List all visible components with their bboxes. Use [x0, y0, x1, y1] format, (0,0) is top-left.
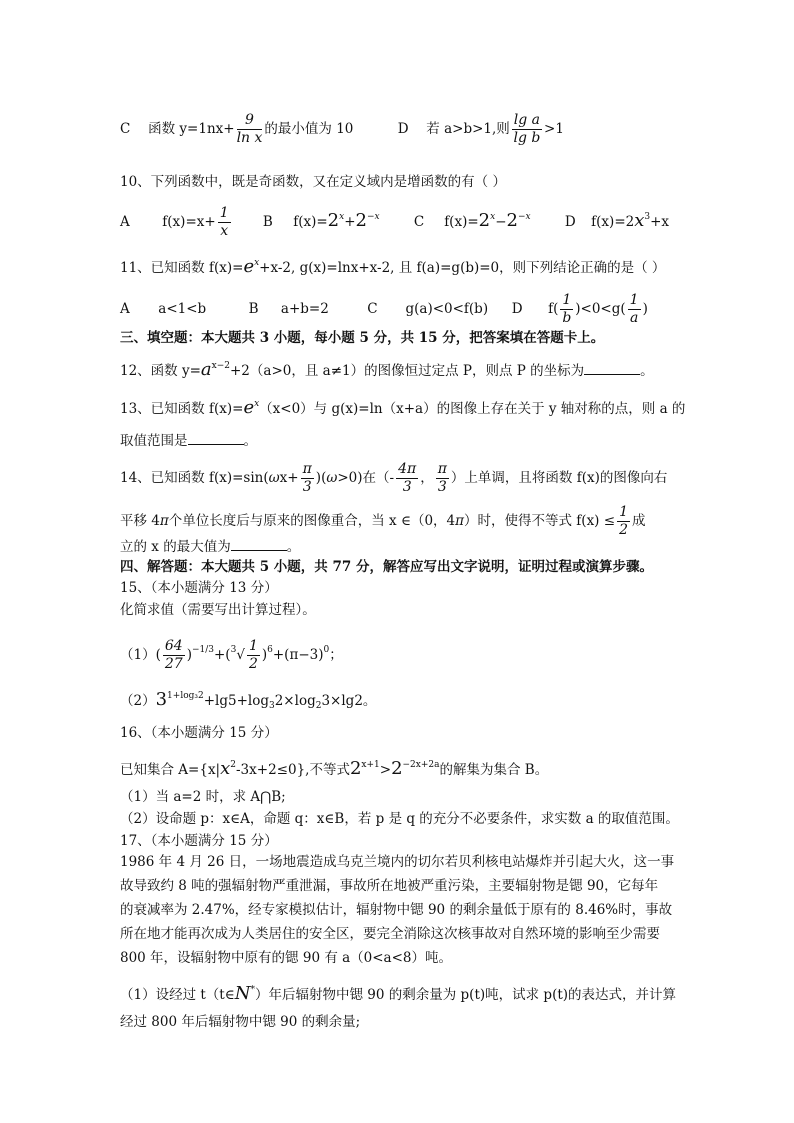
q16-heading: 16、（本小题满分 15 分）: [120, 725, 278, 741]
q17-paragraph-line: 所在地才能再次成为人类居住的安全区，要完全消除这次核事故对自然环境的影响至少需要: [120, 926, 660, 942]
q11-option-a: a<1<b: [158, 301, 207, 317]
q10-options: A f(x)=x+ $\frac{1}{x}$ B $f(x)=2^x+2^{-x}$ C $f(x)=2^x-2^{-x}$ D $f(x)=2x^3+x$: [120, 205, 670, 239]
q17-paragraph-line: 故导致约 8 吨的强辐射物严重泄漏，事故所在地被严重污染，主要辐射物是锶 90，它每年: [120, 878, 659, 894]
q17-paragraph-line: 1986 年 4 月 26 日，一场地震造成乌克兰境内的切尔若贝利核电站爆炸并引起大火，这一事: [120, 854, 675, 870]
q17-part1-line2: 经过 800 年后辐射物中锶 90 的剩余量;: [120, 1014, 361, 1030]
q17-part1-line1: （1）设经过 t（t∈N*）年后辐射物中锶 90 的剩余量为 p(t)吨，试求 p(t)的表达式，并计算: [120, 983, 677, 1004]
section-heading: 三、填空题：本大题共 3 小题，每小题 5 分，共 15 分，把答案填在答题卡上。: [120, 330, 605, 346]
q15-heading: 15、（本小题满分 13 分）: [120, 580, 278, 596]
q14-line2: 平移 4π个单位长度后与原来的图像重合，当 x ∈（0，4π）时，使得不等式 f(x) ≤ $\frac{1}{2}$ 成: [120, 504, 646, 538]
q13-line1: 13、已知函数 $f(x)=e^x(x<0)$与 g(x)=ln（x+a）的图像上存在关于 y 轴对称的点，则 a 的: [120, 397, 686, 418]
q13-line2: 取值范围是 。: [120, 430, 257, 451]
q9-option-c: C 函数 y=1nx+ $\frac{9}{\text{ln x}}$ 的最小值为 10: [120, 112, 354, 146]
answer-blank: [231, 536, 287, 551]
q15-part1: （1）( $\frac{64}{27}$ )$^{-1/3}$+($^3$√ $\frac{1}{2}$ )$^6+(\pi-3)^0$；: [120, 638, 343, 672]
q14-line1: 14、已知函数 f(x)=sin(ωx+ $\frac{\pi}{3}$ )(ω>0)在（- $\frac{4\pi}{3}$ ， $\frac{\pi}{3}$ ）上单调，且将函数 f(x)的图像向右: [120, 461, 668, 495]
q11-option-c: g(a)<0<f(b): [405, 301, 489, 317]
q16-part2: （2）设命题 p：x∈A，命题 q：x∈B，若 p 是 q 的充分不必要条件，求实数 a 的取值范围。: [120, 811, 679, 827]
q14-line3: 立的 x 的最大值为 。: [120, 536, 300, 557]
q15-instruction: 化简求值（需要写出计算过程）。: [120, 602, 316, 618]
q11-stem: 11、已知函数 $f(x)=e^x+x-2$, g(x)=lnx+x-2, 且 f(a)=g(b)=0，则下列结论正确的是（ ）: [120, 256, 666, 277]
answer-blank: [188, 430, 244, 445]
q10-stem: 10、下列函数中，既是奇函数，又在定义域内是增函数的有（ ）: [120, 174, 506, 190]
q17-paragraph-line: 的衰减率为 2.47%，经专家模拟估计，辐射物中锶 90 的剩余量低于原有的 8.46%时，事故: [120, 902, 673, 918]
q16-stem: 已知集合 $A=\{x|x^2-3x+2\le 0\}$,不等式$2^{x+1}>2^{-2x+2a}$的解集为集合 B。: [120, 758, 549, 779]
q17-heading: 17、（本小题满分 15 分）: [120, 833, 278, 849]
q16-part1: （1）当 a=2 时，求 A⋂B;: [120, 789, 286, 805]
q17-paragraph-line: 800 年，设辐射物中原有的锶 90 有 a（0<a<8）吨。: [120, 950, 453, 966]
q10-option-b: $f(x)=2^x+2^{-x}$: [293, 210, 380, 231]
section-heading: 四、解答题：本大题共 5 小题，共 77 分，解答应写出文字说明，证明过程或演算步骤。: [120, 559, 653, 575]
q15-part2: $(2)3^{1+log_32}+\lg 5+\log_32\times\log_23\times\lg 2$。: [120, 689, 377, 711]
fraction: $\frac{\text{lg a}}{\text{lg b}}$: [513, 112, 541, 146]
q10-option-a: f(x)=x+ $\frac{1}{x}$: [162, 205, 229, 239]
fraction: $\frac{9}{\text{ln x}}$: [236, 112, 263, 146]
q11-option-b: a+b=2: [280, 301, 329, 317]
q9-options: [120, 112, 564, 147]
q10-option-c: $f(x)=2^x-2^{-x}$: [444, 210, 531, 231]
q9-option-d: D 若 a>b>1,则 $\frac{\text{lg a}}{\text{lg b}}$ >1: [397, 112, 564, 146]
q10-option-d: $f(x)=2x^3+x$: [591, 210, 670, 231]
q12: 12、函数 $y=a^{x-2}+2(a>0$，且 a≠1）的图像恒过定点 P，则点 P 的坐标为 。: [120, 359, 654, 380]
q11-option-d: f( $\frac{1}{b}$ )<0<g( $\frac{1}{a}$ ): [548, 292, 648, 326]
q11-options: A a<1<b B a+b=2 C g(a)<0<f(b) D f( $\frac{1}{b}$ )<0<g( $\frac{1}{a}$ ): [120, 292, 648, 326]
answer-blank: [584, 360, 640, 375]
